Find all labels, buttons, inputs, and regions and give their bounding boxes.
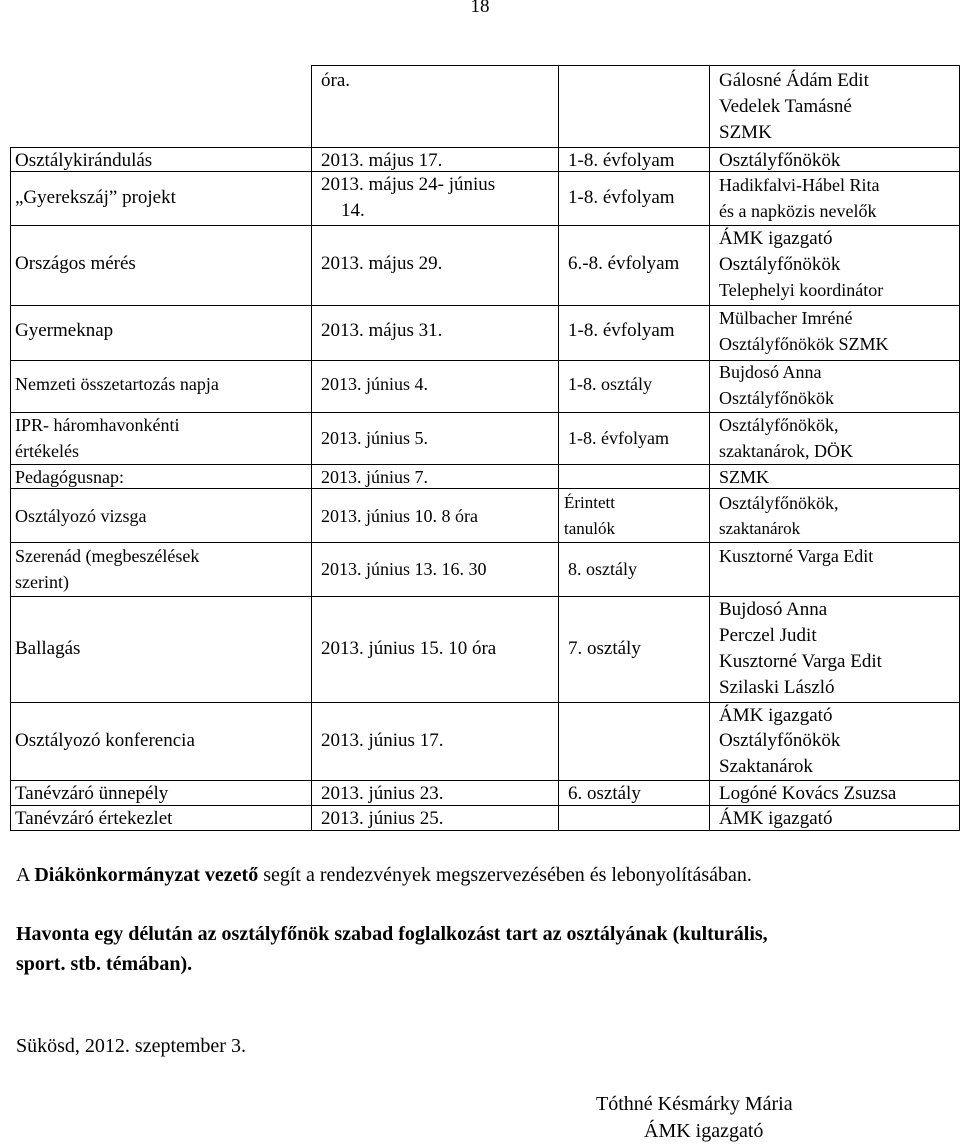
cell-responsible: Perczel Judit [719, 625, 817, 646]
cell-event: Gyermeknap [15, 320, 114, 341]
cell-event: Osztályozó vizsga [15, 506, 147, 526]
table-border-bottom [10, 830, 960, 831]
note-bold-subject: Diákönkormányzat vezető [34, 864, 259, 886]
cell-responsible: Szaktanárok [719, 756, 813, 777]
cell-target: Érintett [564, 493, 615, 512]
cell-responsible: Bujdosó Anna [719, 599, 828, 620]
place-date: Sükösd, 2012. szeptember 3. [16, 1035, 246, 1057]
cell-target: 6. osztály [568, 783, 641, 804]
cell-target: 1-8. évfolyam [568, 187, 675, 208]
cell-event: szerint) [15, 572, 69, 592]
cell-target: 1-8. évfolyam [568, 150, 675, 171]
cell-responsible: szaktanárok, DÖK [719, 441, 853, 461]
signature-title: ÁMK igazgató [644, 1120, 764, 1142]
row-divider [10, 596, 960, 597]
cell-date: óra. [321, 70, 351, 91]
cell-responsible: Osztályfőnökök SZMK [719, 334, 889, 354]
cell-event: IPR- háromhavonkénti [15, 415, 180, 435]
cell-date: 2013. május 24- június [321, 174, 496, 195]
cell-target: tanulók [564, 519, 615, 538]
cell-responsible: Vedelek Tamásné [719, 96, 852, 117]
cell-responsible: ÁMK igazgató [719, 228, 833, 249]
row-divider [10, 542, 960, 543]
cell-event: Ballagás [15, 638, 81, 659]
cell-responsible: SZMK [719, 122, 772, 143]
cell-date: 2013. június 5. [321, 428, 429, 448]
row-divider [10, 305, 960, 306]
cell-event: Tanévzáró értekezlet [15, 808, 173, 829]
cell-event: Nemzeti összetartozás napja [15, 374, 219, 394]
cell-target: 7. osztály [568, 638, 641, 659]
column-divider [558, 65, 559, 831]
homeroom-note-line2: sport. stb. témában). [16, 953, 193, 975]
cell-event: Szerenád (megbeszélések [15, 546, 200, 566]
cell-responsible: Osztályfőnökök [719, 730, 841, 751]
homeroom-note-line1: Havonta egy délután az osztályfőnök szabad foglalkozást tart az osztályának (kulturális, [16, 923, 768, 945]
cell-responsible: Szilaski László [719, 677, 835, 698]
cell-date: 2013. május 17. [321, 150, 443, 171]
cell-responsible: Kusztorné Varga Edit [719, 651, 882, 672]
cell-event: Osztálykirándulás [15, 150, 153, 171]
cell-responsible: Telephelyi koordinátor [719, 280, 884, 300]
column-divider [709, 65, 710, 831]
note-rest: segít a rendezvények megszervezésében és lebonyolításában. [258, 864, 752, 886]
cell-event: Országos mérés [15, 253, 136, 274]
cell-event: „Gyerekszáj” projekt [15, 187, 176, 208]
table-border-left [10, 147, 11, 831]
row-divider [10, 780, 960, 781]
table-border-top [311, 65, 960, 66]
cell-responsible: Hadikfalvi-Hábel Rita [719, 175, 880, 195]
note-prefix: A [16, 864, 35, 886]
cell-event: Pedagógusnap: [15, 467, 124, 487]
cell-responsible: SZMK [719, 467, 770, 487]
row-divider [10, 805, 960, 806]
cell-date: 2013. június 10. 8 óra [321, 506, 478, 526]
cell-date: 2013. június 13. 16. 30 [321, 559, 487, 579]
row-divider [10, 412, 960, 413]
cell-responsible: ÁMK igazgató [719, 808, 833, 829]
cell-responsible: ÁMK igazgató [719, 705, 833, 726]
cell-responsible: Bujdosó Anna [719, 362, 822, 382]
cell-date: 2013. június 23. [321, 783, 444, 804]
cell-responsible: Gálosné Ádám Edit [719, 70, 869, 91]
cell-target: 1-8. évfolyam [568, 428, 669, 448]
student-council-note [16, 861, 752, 889]
cell-date: 2013. június 4. [321, 374, 429, 394]
row-divider [10, 464, 960, 465]
cell-responsible: Osztályfőnökök, [719, 415, 839, 435]
row-divider [10, 225, 960, 226]
cell-responsible: Osztályfőnökök [719, 388, 834, 408]
cell-date: 2013. június 25. [321, 808, 444, 829]
cell-date: 2013. május 31. [321, 320, 443, 341]
cell-target: 1-8. osztály [568, 374, 652, 394]
cell-event: Osztályozó konferencia [15, 730, 195, 751]
cell-responsible: Kusztorné Varga Edit [719, 546, 874, 566]
cell-date: 2013. május 29. [321, 253, 443, 274]
cell-date: 14. [341, 200, 365, 221]
cell-responsible: Mülbacher Imréné [719, 308, 853, 328]
cell-date: 2013. június 17. [321, 730, 444, 751]
cell-responsible: Osztályfőnökök, [719, 493, 839, 513]
row-divider [10, 147, 960, 148]
cell-target: 8. osztály [568, 559, 637, 579]
cell-date: 2013. június 15. 10 óra [321, 638, 497, 659]
cell-target: 1-8. évfolyam [568, 320, 675, 341]
cell-responsible: Osztályfőnökök [719, 150, 841, 171]
cell-event: értékelés [15, 441, 79, 461]
signature-name: Tóthné Késmárky Mária [596, 1093, 793, 1115]
row-divider [10, 360, 960, 361]
cell-responsible: Logóné Kovács Zsuzsa [719, 783, 897, 804]
schedule-table [10, 65, 960, 831]
row-divider [10, 171, 960, 172]
cell-responsible: Osztályfőnökök [719, 254, 841, 275]
page-number: 18 [470, 0, 490, 17]
cell-responsible: szaktanárok [719, 519, 801, 538]
cell-target: 6.-8. évfolyam [568, 253, 680, 274]
column-divider [311, 65, 312, 831]
row-divider [10, 702, 960, 703]
row-divider [10, 488, 960, 489]
cell-event: Tanévzáró ünnepély [15, 783, 169, 804]
cell-responsible: és a napközis nevelők [719, 201, 877, 221]
cell-date: 2013. június 7. [321, 467, 429, 487]
